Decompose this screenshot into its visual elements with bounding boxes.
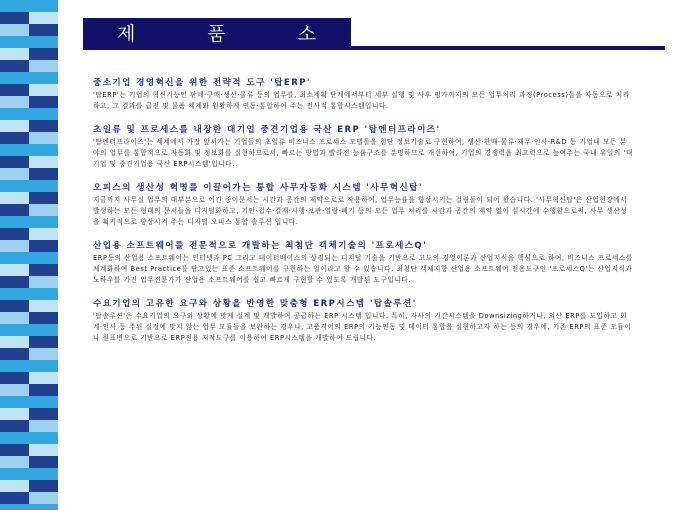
stripe-row: [0, 288, 58, 300]
content-area: [93, 76, 633, 355]
stripe-block: [29, 144, 58, 156]
stripe-block: [0, 408, 29, 420]
stripe-block: [0, 444, 29, 456]
stripe-block: [0, 180, 29, 192]
stripe-block: [0, 120, 29, 132]
stripe-row: [0, 408, 58, 420]
stripe-block: [29, 264, 58, 276]
stripe-row: [0, 12, 58, 24]
stripe-row: [0, 252, 58, 264]
stripe-block: [29, 180, 58, 192]
stripe-block: [29, 348, 58, 360]
section-heading: 중소기업 경영혁신을 위한 전략적 도구 '탑ERP': [93, 78, 311, 88]
stripe-block: [29, 48, 58, 60]
stripe-row: [0, 276, 58, 288]
stripe-block: [0, 228, 29, 240]
section-body: '탑엔터프라이즈'는 세계에서 가장 앞서가는 기업들의 초일류 비즈니스 프로세스 모델들을 첨단 정보기술로 구현하여, 생산·판매·물류·재무·인사·R&D 등 기업내 모든 분야의 업무를 통합적으로 자동화 및 정보화를 실현하므로서, 빠르는 방법과 빨라진 능률구조를 분명하므로 개선하여, 기업의 경쟁력을 최고력으로 높여주는 국내 유일의 '대기업 및 중견기업용 국산 ERP시스템'입니다.: [93, 138, 633, 168]
stripe-block: [0, 0, 29, 12]
stripe-block: [0, 504, 29, 510]
section-heading: 초일류 및 프로세스를 내장한 대기업 중견기업용 국산 ERP '탑엔터프라이즈': [93, 125, 441, 135]
section-heading: 산업용 소프트웨어를 전문적으로 개발하는 최첨단 객체기술의 '프로세스Q': [93, 241, 428, 251]
stripe-row: [0, 468, 58, 480]
stripe-block: [29, 216, 58, 228]
stripe-block: [29, 0, 58, 12]
stripe-block: [0, 468, 29, 480]
stripe-block: [29, 444, 58, 456]
stripe-row: [0, 180, 58, 192]
stripe-block: [29, 456, 58, 468]
stripe-block: [0, 264, 29, 276]
stripe-row: [0, 72, 58, 84]
stripe-block: [0, 240, 29, 252]
stripe-row: [0, 492, 58, 504]
stripe-block: [0, 144, 29, 156]
page-title: 제 품 소 개: [117, 23, 440, 45]
stripe-block: [0, 108, 29, 120]
stripe-block: [0, 372, 29, 384]
stripe-block: [0, 420, 29, 432]
stripe-row: [0, 456, 58, 468]
stripe-row: [0, 444, 58, 456]
stripe-block: [0, 312, 29, 324]
stripe-block: [0, 252, 29, 264]
stripe-block: [29, 432, 58, 444]
stripe-row: [0, 192, 58, 204]
stripe-row: [0, 504, 58, 510]
stripe-block: [0, 24, 29, 36]
section-body: '탑솔루션'은 수요기업의 요구와 상황에 맞게 설계 및 개발하여 공급하는 ERP 시스템 입니다. 특히, 자사의 기간시스템을 Downsizing하거나, 외산 ERP를 도입하고 회계·인사 등 주된 실정에 맞지 않는 업무 모듈들을 보완하는 경우나, 고품격이의 ERP의 기능연동 및 데이터 통합을 실현하고자 하는 등의 경우에, 기존 ERP의 표준 모듈이나 원표변으로 기반으로 ERP전용 저작도구를 이용하여 ERP시스템을 개발하여 드립니다.: [93, 312, 632, 342]
section-solution: [93, 297, 633, 344]
stripe-row: [0, 60, 58, 72]
stripe-block: [0, 60, 29, 72]
stripe-block: [29, 24, 58, 36]
stripe-block: [0, 480, 29, 492]
section-office: [93, 181, 633, 228]
stripe-block: [29, 420, 58, 432]
stripe-block: [29, 252, 58, 264]
stripe-block: [0, 300, 29, 312]
stripe-block: [0, 492, 29, 504]
stripe-row: [0, 312, 58, 324]
stripe-block: [0, 48, 29, 60]
stripe-row: [0, 384, 58, 396]
stripe-block: [29, 384, 58, 396]
stripe-block: [0, 204, 29, 216]
stripe-block: [29, 324, 58, 336]
stripe-block: [29, 288, 58, 300]
stripe-row: [0, 324, 58, 336]
stripe-row: [0, 264, 58, 276]
stripe-row: [0, 168, 58, 180]
stripe-block: [0, 84, 29, 96]
stripe-block: [29, 96, 58, 108]
stripe-row: [0, 108, 58, 120]
stripe-row: [0, 480, 58, 492]
section-erp: [93, 76, 633, 112]
stripe-block: [0, 168, 29, 180]
stripe-block: [0, 216, 29, 228]
stripe-row: [0, 420, 58, 432]
section-heading: 오피스의 생산성 혁명를 이끌어가는 통합 사무자동화 시스템 '사무혁신탑': [93, 183, 423, 193]
section-body: '탑ERP'는 기업의 혁신기능인 판매·구매·생산·물류 등의 업무를, 최소계획 단계에서부터 세부 실행 및 사후 평가까지의 모든 업무처리 과정(Process)들을 자동으로 처리하고, 그 결과를 급전 및 물품 체계와 원활하게 연동·통합하여 주는 전사적 통합시스템입니다.: [93, 91, 630, 110]
stripe-row: [0, 372, 58, 384]
stripe-row: [0, 36, 58, 48]
stripe-row: [0, 300, 58, 312]
stripe-block: [0, 96, 29, 108]
stripe-row: [0, 156, 58, 168]
stripe-block: [29, 168, 58, 180]
stripe-block: [29, 156, 58, 168]
stripe-block: [0, 336, 29, 348]
stripe-row: [0, 216, 58, 228]
stripe-block: [29, 204, 58, 216]
stripe-block: [29, 360, 58, 372]
stripe-row: [0, 228, 58, 240]
stripe-block: [29, 408, 58, 420]
stripe-block: [29, 336, 58, 348]
stripe-block: [0, 72, 29, 84]
stripe-block: [29, 36, 58, 48]
stripe-block: [0, 192, 29, 204]
stripe-row: [0, 144, 58, 156]
stripe-block: [29, 84, 58, 96]
stripe-row: [0, 132, 58, 144]
title-underline: [83, 46, 665, 50]
stripe-row: [0, 360, 58, 372]
stripe-block: [0, 36, 29, 48]
stripe-block: [0, 12, 29, 24]
stripe-block: [29, 132, 58, 144]
stripe-row: [0, 396, 58, 408]
stripe-block: [29, 300, 58, 312]
stripe-row: [0, 336, 58, 348]
stripe-block: [0, 288, 29, 300]
stripe-row: [0, 204, 58, 216]
stripe-block: [29, 480, 58, 492]
stripe-block: [29, 240, 58, 252]
stripe-block: [0, 156, 29, 168]
stripe-block: [0, 324, 29, 336]
section-processq: [93, 239, 633, 286]
stripe-block: [29, 228, 58, 240]
stripe-block: [0, 396, 29, 408]
stripe-row: [0, 432, 58, 444]
stripe-block: [29, 504, 58, 510]
stripe-row: [0, 0, 58, 12]
section-body: 지금까지 사무실 업무의 대부분으로 어긴 종이문서는 시간과 공간의 제약으로로 작용하여, 업무능률을 향상시키는 걸림돌이 되어 왔습니다. '사무혁신탑'은 산업현장에서 발생하는 모든 형태의 문서들을 디지털화하고, 기안·접수·결재·시행·보관·열람·폐기 등의 모든 업무 처리를 시간과 공간의 제약 없이 실시간에 수행함으로써, 사무 생산성을 획기적으로 향상시켜 주는 디지털 오피스 통합 솔루션 입니다.: [93, 196, 628, 226]
stripe-block: [29, 396, 58, 408]
stripe-block: [29, 312, 58, 324]
stripe-row: [0, 84, 58, 96]
stripe-block: [29, 276, 58, 288]
stripe-block: [0, 432, 29, 444]
section-heading: 수요기업의 고유한 요구와 상황을 반영한 맞춤형 ERP시스템 '탑솔루션': [93, 299, 417, 309]
stripe-row: [0, 120, 58, 132]
stripe-block: [0, 384, 29, 396]
stripe-block: [29, 120, 58, 132]
stripe-block: [29, 60, 58, 72]
section-enterprise: [93, 123, 633, 170]
stripe-block: [0, 348, 29, 360]
stripe-block: [0, 360, 29, 372]
stripe-block: [29, 492, 58, 504]
stripe-row: [0, 348, 58, 360]
decorative-side-stripe: [0, 0, 58, 510]
stripe-row: [0, 48, 58, 60]
stripe-block: [29, 192, 58, 204]
stripe-block: [29, 372, 58, 384]
stripe-row: [0, 24, 58, 36]
stripe-block: [29, 72, 58, 84]
stripe-row: [0, 96, 58, 108]
stripe-block: [0, 276, 29, 288]
stripe-block: [0, 456, 29, 468]
stripe-block: [29, 108, 58, 120]
stripe-block: [29, 12, 58, 24]
section-body: ERP등의 산업용 소프트웨어는 인터넷과 PC 그리고 데이터베이스의 상징되는 디지털 기술을 기반으로 고도의 경영이론과 산업지식을 핵심으로 하여, 비즈니스 프로세스를 체계화하여 Best Practice를 담고있는 표준 소프트웨어를 구현하는 일이라고 할 수 있습니다. 최첨단 객체지향 산업용 소프트웨어 전용도구인 '프로세스Q'는 산업지식과 노하우를 가진 업무전문가가 산업용 소프트웨어를 쉽고 빠르게 구현할 수 있도록 개발된 도구입니다.: [93, 254, 633, 284]
stripe-block: [29, 468, 58, 480]
stripe-row: [0, 240, 58, 252]
stripe-block: [0, 132, 29, 144]
